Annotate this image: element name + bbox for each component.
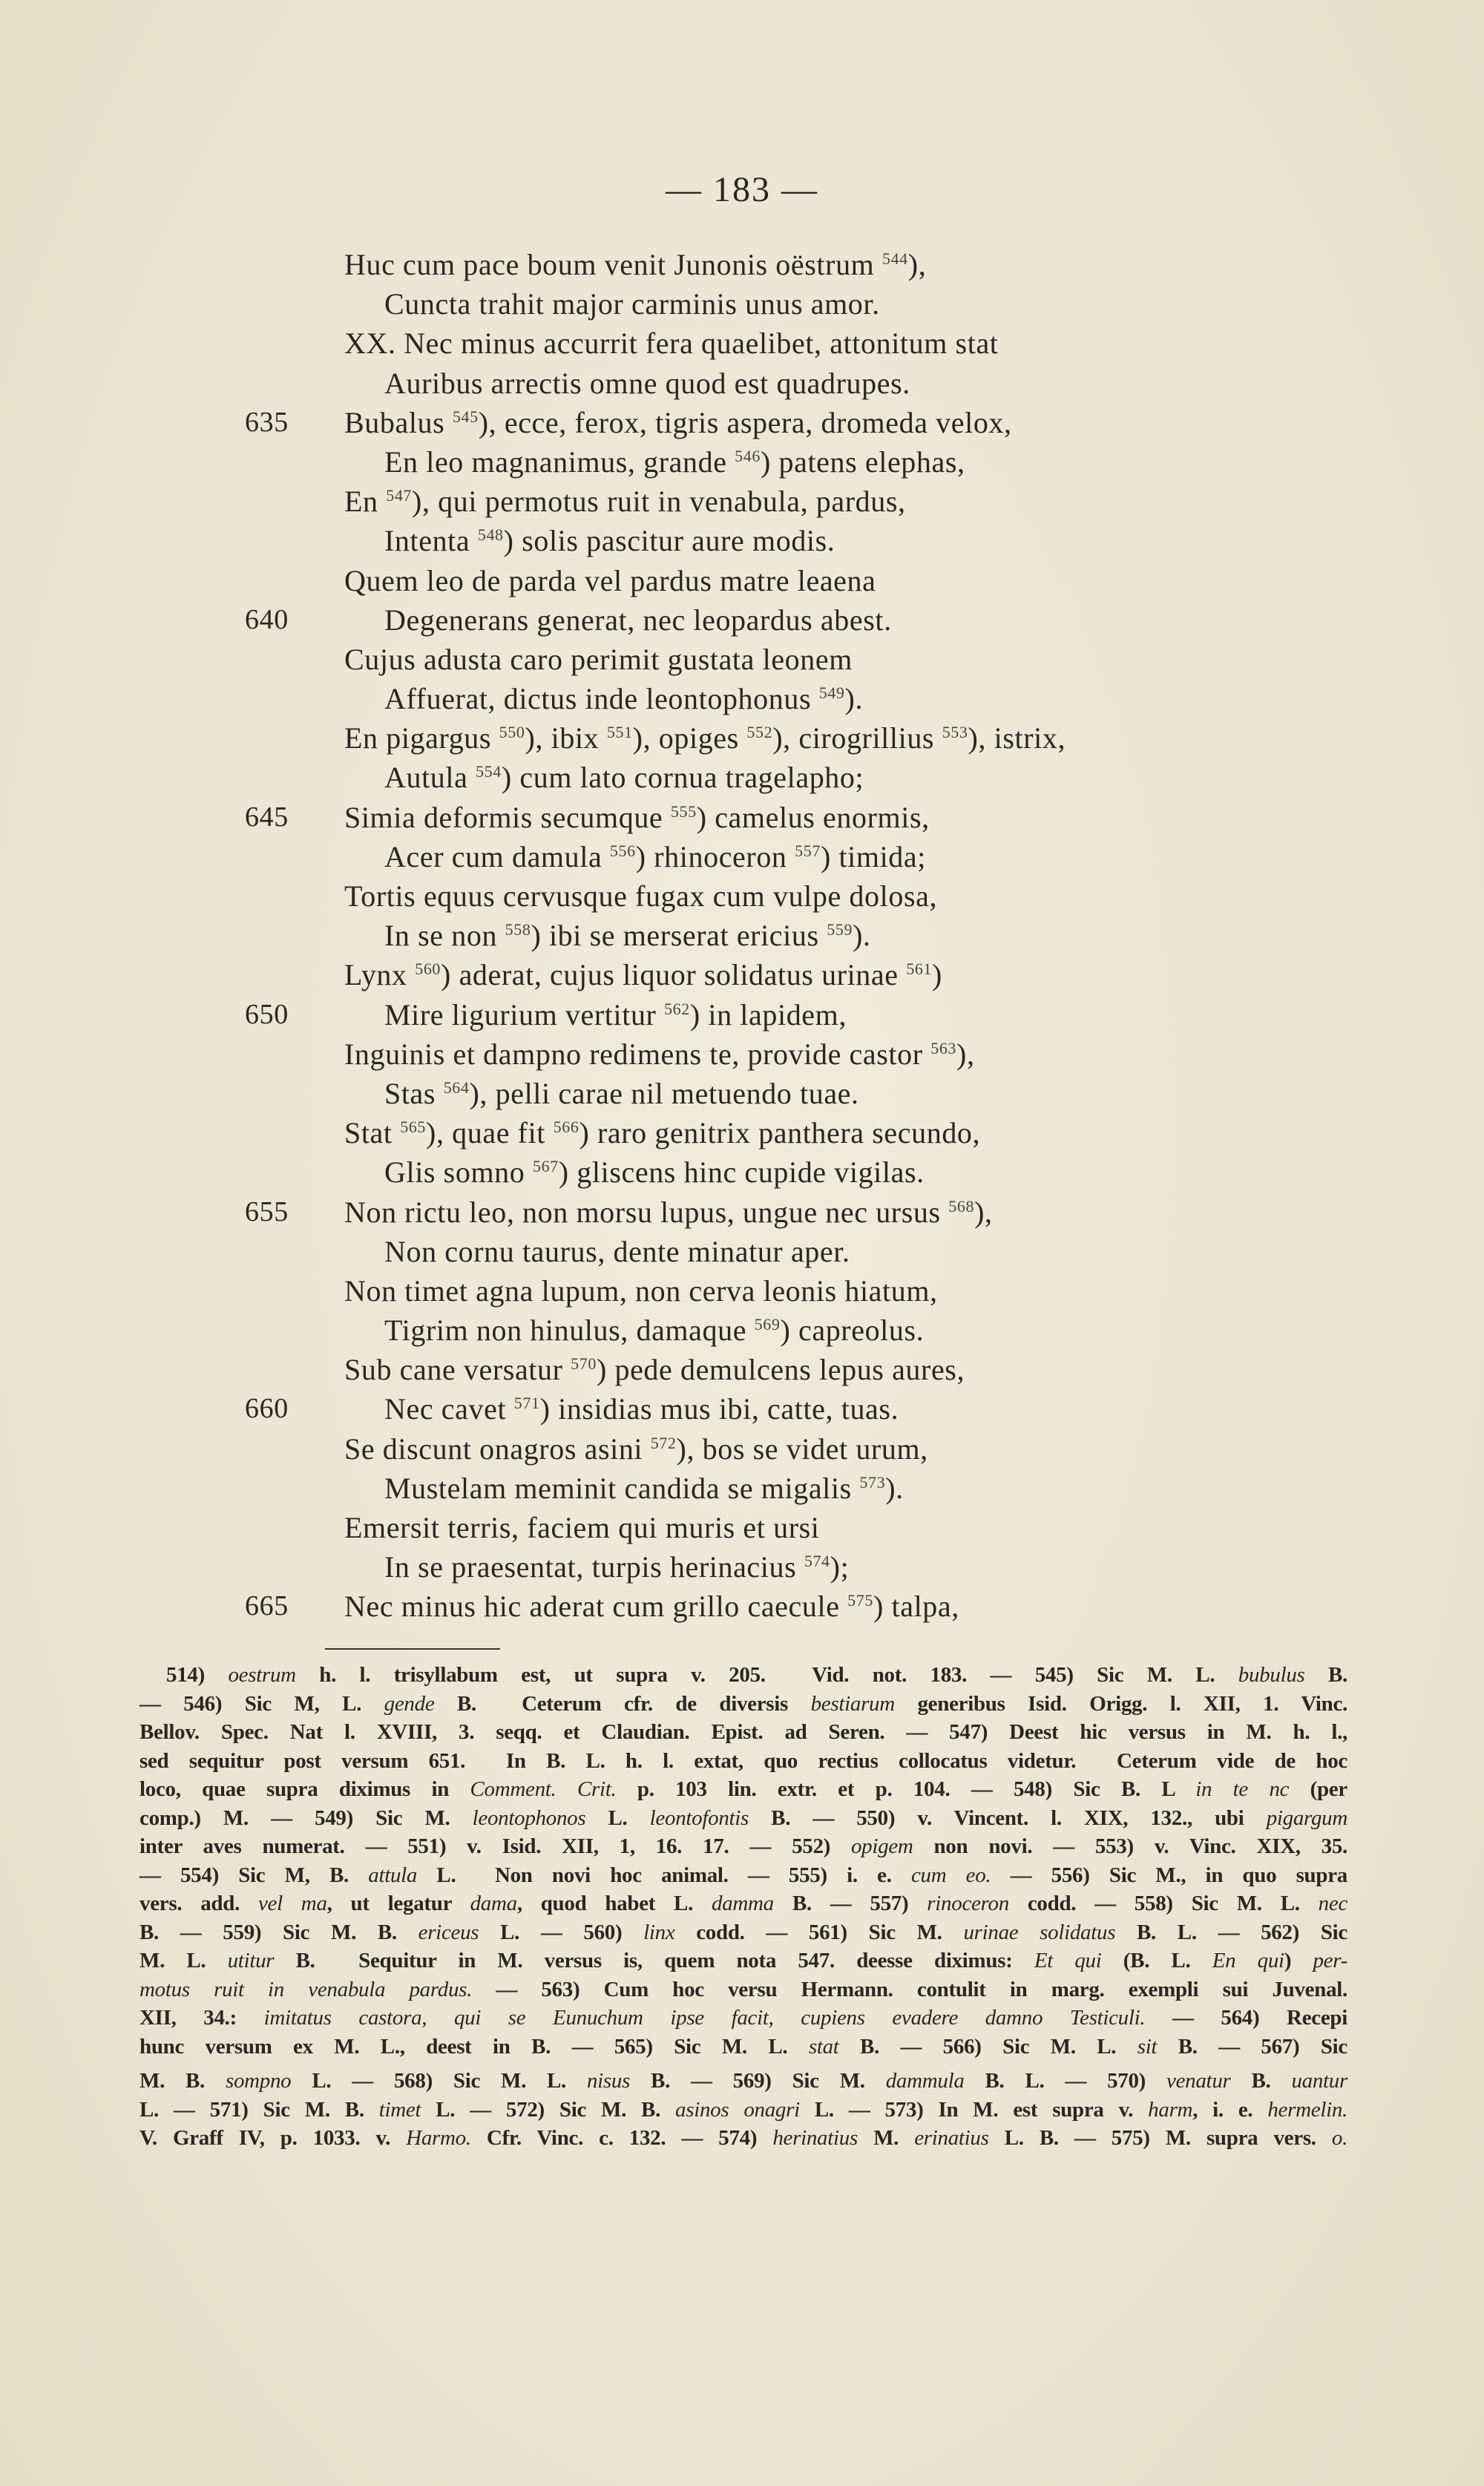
footnote-reference: 544 bbox=[881, 249, 908, 268]
verse-text-line bbox=[384, 1311, 924, 1350]
verse-segment: ) timida; bbox=[820, 839, 926, 873]
footnote-segment: — 556) Sic M., in quo supra bbox=[991, 1863, 1347, 1887]
verse-segment: ) aderat, cujus liquor solidatus urinae bbox=[441, 958, 907, 992]
verse-segment: ), opiges bbox=[632, 721, 747, 755]
footnote-segment: V. Graff IV, p. 1033. v. bbox=[139, 2126, 407, 2150]
footnote-segment: h. l. trisyllabum est, ut supra v. 205. Vid. not. 183. — 545) Sic M. L. bbox=[295, 1663, 1238, 1687]
footnote-reference: 564 bbox=[443, 1078, 470, 1097]
verse-segment: ), bbox=[956, 1037, 975, 1071]
footnote-line bbox=[139, 1975, 1347, 2004]
footnote-reference: 556 bbox=[609, 841, 636, 860]
footnote-italic-segment: Et qui bbox=[1034, 1949, 1102, 1972]
footnote-segment: B. bbox=[1304, 1663, 1347, 1687]
footnote-italic-segment: utitur bbox=[227, 1949, 275, 1972]
verse-text-line bbox=[384, 284, 880, 324]
verse-segment: ) patens elephas, bbox=[760, 445, 965, 479]
verse-segment: ) camelus enormis, bbox=[696, 800, 930, 834]
verse-line bbox=[245, 718, 1358, 758]
verse-segment: Intenta bbox=[384, 524, 478, 558]
verse-text-line bbox=[344, 955, 942, 994]
verse-line bbox=[245, 600, 1358, 640]
verse-text-line bbox=[384, 442, 965, 482]
footnote-line bbox=[139, 2033, 1347, 2062]
footnote-italic-segment: motus ruit in venabula pardus. bbox=[139, 1977, 473, 2001]
footnote-line bbox=[139, 1718, 1347, 1747]
verse-text-line bbox=[344, 1034, 975, 1074]
footnote-reference: 550 bbox=[499, 723, 525, 742]
verse-segment: ) in lapidem, bbox=[689, 997, 847, 1032]
verse-segment: ). bbox=[844, 682, 864, 716]
footnote-segment: B. L. — 562) Sic bbox=[1115, 1920, 1347, 1944]
footnote-segment: sed sequitur post versum 651. In B. L. h. l. extat, quo rectius collocatus videtur. Ceterum vide de hoc bbox=[139, 1748, 1347, 1773]
verse-line bbox=[245, 364, 1358, 403]
verse-segment: Nec cavet bbox=[384, 1392, 514, 1426]
footnote-italic-segment: opigem bbox=[850, 1834, 913, 1858]
verse-segment: ) bbox=[932, 958, 942, 992]
footnote-line bbox=[139, 2096, 1347, 2125]
footnote-segment: M. B. bbox=[139, 2069, 226, 2093]
verse-text-line bbox=[344, 640, 853, 679]
footnote-line bbox=[139, 1947, 1347, 1975]
verse-segment: ), istrix, bbox=[968, 721, 1066, 755]
footnote-segment: inter aves numerat. — 551) v. Isid. XII, 1, 16. 17. — 552) bbox=[139, 1834, 851, 1858]
verse-segment: Stas bbox=[384, 1076, 444, 1110]
footnote-italic-segment: erinatius bbox=[914, 2126, 989, 2150]
footnote-italic-segment: herinatius bbox=[772, 2126, 858, 2150]
footnote-italic-segment: nec bbox=[1318, 1892, 1348, 1915]
verse-segment: Auribus arrectis omne quod est quadrupes. bbox=[384, 366, 910, 400]
footnote-segment: L. — 571) Sic M. B. bbox=[139, 2097, 379, 2122]
footnote-segment: comp.) M. — 549) Sic M. bbox=[139, 1806, 473, 1830]
verse-segment: ); bbox=[830, 1550, 850, 1584]
verse-line bbox=[245, 1074, 1358, 1113]
verse-line bbox=[245, 324, 1358, 363]
verse-text-line bbox=[344, 876, 937, 916]
footnote-segment: B. Ceterum cfr. de diversis bbox=[434, 1691, 811, 1716]
verse-segment: Degenerans generat, nec leopardus abest. bbox=[384, 603, 892, 637]
footnote-segment: B. L. — 570) bbox=[964, 2069, 1167, 2093]
footnote-italic-segment: En qui bbox=[1212, 1949, 1284, 1972]
footnote-segment: — 554) Sic M, B. bbox=[139, 1863, 369, 1887]
verse-segment: ), qui permotus ruit in venabula, pardus, bbox=[412, 485, 906, 519]
verse-segment: Glis somno bbox=[384, 1155, 533, 1190]
verse-text-line bbox=[344, 1113, 980, 1152]
verse-line bbox=[245, 995, 1358, 1034]
footnotes bbox=[139, 1661, 1347, 2153]
footnote-italic-segment: stat bbox=[808, 2034, 839, 2059]
verse-text-line bbox=[384, 995, 847, 1034]
footnote-segment: B. — 550) v. Vincent. l. XIX, 132., ubi bbox=[749, 1806, 1267, 1830]
footnote-segment: B. — 557) bbox=[773, 1892, 928, 1915]
footnote-segment: L. — 572) Sic M. B. bbox=[421, 2097, 676, 2122]
verse-text-line bbox=[384, 364, 910, 403]
verse-segment: ), bbox=[907, 248, 927, 281]
footnote-segment: L. — 573) In M. est supra v. bbox=[799, 2097, 1149, 2122]
verse-line bbox=[245, 1389, 1358, 1429]
footnote-reference: 547 bbox=[386, 486, 413, 505]
verse-text-line bbox=[384, 758, 864, 797]
verse-segment: Acer cum damula bbox=[384, 839, 610, 873]
verse-segment: ) raro genitrix panthera secundo, bbox=[579, 1116, 981, 1150]
footnote-reference: 546 bbox=[735, 446, 761, 465]
footnote-reference: 575 bbox=[847, 1591, 873, 1610]
verse-segment: ) insidias mus ibi, catte, tuas. bbox=[539, 1392, 899, 1426]
verse-text-line bbox=[384, 600, 892, 640]
footnote-reference: 567 bbox=[532, 1157, 559, 1176]
verse-segment: Mire ligurium vertitur bbox=[384, 997, 665, 1032]
page-number: — 183 — bbox=[666, 170, 818, 209]
footnote-reference: 552 bbox=[746, 723, 773, 742]
footnote-italic-segment: in te nc bbox=[1195, 1777, 1290, 1801]
verse-segment: ), pelli carae nil metuendo tuae. bbox=[469, 1076, 859, 1110]
line-number: 650 bbox=[245, 998, 289, 1030]
verse-segment: Non timet agna lupum, non cerva leonis hiatum, bbox=[344, 1273, 938, 1308]
verse-segment: ) cum lato cornua tragelapho; bbox=[501, 761, 864, 795]
verse-line bbox=[245, 1152, 1358, 1192]
footnote-reference: 573 bbox=[859, 1472, 886, 1492]
footnote-line bbox=[139, 1775, 1347, 1804]
footnote-segment: — 546) Sic M, L. bbox=[139, 1691, 384, 1716]
line-number: 635 bbox=[245, 406, 289, 438]
verse-segment: Cujus adusta caro perimit gustata leonem bbox=[344, 642, 853, 676]
verse-segment: Simia deformis secumque bbox=[344, 800, 671, 834]
footnote-line bbox=[139, 1918, 1347, 1947]
verse-text-line bbox=[344, 324, 999, 363]
footnote-reference: 549 bbox=[818, 683, 845, 703]
footnote-segment: codd. — 558) Sic M. L. bbox=[1008, 1892, 1319, 1915]
verse-segment: ) capreolus. bbox=[780, 1313, 925, 1348]
footnote-italic-segment: harm bbox=[1148, 2097, 1193, 2122]
footnote-line bbox=[139, 1861, 1347, 1890]
verse-text-line bbox=[344, 245, 926, 284]
verse-segment: Non rictu leo, non morsu lupus, ungue nec ursus bbox=[344, 1195, 949, 1229]
footnote-segment: loco, quae supra diximus in bbox=[139, 1777, 470, 1801]
verse-text-line bbox=[344, 403, 1012, 442]
verse-segment: Lynx bbox=[344, 958, 416, 992]
footnote-reference: 562 bbox=[664, 999, 690, 1018]
verse-segment: En pigargus bbox=[344, 721, 499, 755]
footnote-line bbox=[139, 1832, 1347, 1861]
footnote-reference: 555 bbox=[670, 801, 697, 821]
footnote-reference: 548 bbox=[477, 525, 504, 545]
verse-line bbox=[245, 561, 1358, 600]
verse-segment: En leo magnanimus, grande bbox=[384, 445, 735, 479]
footnote-italic-segment: Comment. Crit. bbox=[470, 1777, 617, 1801]
footnote-segment: vers. add. bbox=[139, 1892, 258, 1915]
footnote-line bbox=[139, 1804, 1347, 1833]
footnote-italic-segment: leontophonos bbox=[472, 1806, 586, 1830]
footnote-italic-segment: sit bbox=[1137, 2034, 1158, 2059]
verse-line bbox=[245, 442, 1358, 482]
footnote-segment: Cfr. Vinc. c. 132. — 574) bbox=[470, 2126, 773, 2150]
verse-line bbox=[245, 1587, 1358, 1626]
footnote-italic-segment: cum eo. bbox=[910, 1863, 991, 1887]
footnote-line bbox=[139, 1661, 1347, 1690]
verse-segment: Se discunt onagros asini bbox=[344, 1431, 651, 1466]
verse-segment: ), ibix bbox=[525, 721, 607, 755]
verse-line bbox=[245, 1271, 1358, 1311]
footnote-segment: hunc versum ex M. L., deest in B. — 565) Sic M. L. bbox=[139, 2034, 809, 2059]
footnote-segment: non novi. — 553) v. Vinc. XIX, 35. bbox=[913, 1834, 1347, 1858]
verse-text-line bbox=[344, 482, 906, 521]
footnote-italic-segment: venatur bbox=[1166, 2069, 1231, 2093]
verse-segment: In se non bbox=[384, 919, 505, 953]
verse-text-line bbox=[344, 718, 1066, 758]
line-number: 660 bbox=[245, 1393, 289, 1425]
verse-text bbox=[245, 245, 1358, 1627]
footnote-segment: — 564) Recepi bbox=[1145, 2006, 1348, 2030]
footnote-italic-segment: rinoceron bbox=[927, 1892, 1009, 1915]
footnote-reference: 565 bbox=[400, 1118, 427, 1137]
verse-segment: Stat bbox=[344, 1116, 401, 1150]
footnote-segment: B. — 566) Sic M. L. bbox=[838, 2034, 1137, 2059]
verse-segment: En bbox=[344, 485, 387, 519]
line-number: 665 bbox=[245, 1590, 289, 1622]
footnote-italic-segment: nisus bbox=[586, 2069, 631, 2093]
footnote-italic-segment: pigargum bbox=[1266, 1806, 1347, 1830]
footnote-segment: , ut legatur bbox=[326, 1892, 470, 1915]
footnote-divider bbox=[325, 1648, 500, 1650]
verse-text-line bbox=[344, 1193, 993, 1232]
verse-line bbox=[245, 1469, 1358, 1508]
verse-line bbox=[245, 758, 1358, 797]
footnote-italic-segment: ericeus bbox=[418, 1920, 479, 1944]
footnote-italic-segment: asinos onagri bbox=[675, 2097, 800, 2122]
footnote-italic-segment: damma bbox=[712, 1892, 774, 1915]
verse-line bbox=[245, 403, 1358, 442]
verse-line bbox=[245, 1429, 1358, 1469]
footnote-reference: 569 bbox=[754, 1315, 781, 1334]
verse-line bbox=[245, 1508, 1358, 1547]
footnote-italic-segment: per- bbox=[1313, 1949, 1348, 1972]
footnote-reference: 563 bbox=[930, 1038, 957, 1057]
verse-segment: Huc cum pace boum venit Junonis oëstrum bbox=[344, 248, 882, 281]
verse-text-line bbox=[384, 837, 926, 876]
verse-line bbox=[245, 1311, 1358, 1350]
footnote-segment: codd. — 561) Sic M. bbox=[674, 1920, 964, 1944]
verse-text-line bbox=[384, 1232, 850, 1271]
verse-segment: Sub cane versatur bbox=[344, 1353, 571, 1387]
verse-segment: Bubalus bbox=[344, 405, 453, 439]
verse-line bbox=[245, 482, 1358, 521]
verse-line bbox=[245, 1113, 1358, 1152]
footnote-italic-segment: dammula bbox=[885, 2069, 965, 2093]
verse-segment: ) talpa, bbox=[873, 1590, 959, 1624]
verse-segment: ). bbox=[885, 1471, 904, 1505]
footnote-segment: B. — 567) Sic bbox=[1157, 2034, 1347, 2059]
footnote-segment: B. bbox=[1230, 2069, 1292, 2093]
footnote-segment: L. Non novi hoc animal. — 555) i. e. bbox=[417, 1863, 911, 1887]
footnote-reference: 551 bbox=[606, 723, 633, 742]
footnote-segment: Bellov. Spec. Nat l. XVIII, 3. seqq. et Claudian. Epist. ad Seren. — 547) Deest hic versus in M. h. l., bbox=[139, 1720, 1347, 1744]
footnote-italic-segment: timet bbox=[378, 2097, 421, 2122]
footnote-segment: 514) bbox=[166, 1663, 229, 1687]
footnote-segment: (per bbox=[1289, 1777, 1347, 1801]
verse-segment: Quem leo de parda vel pardus matre leaena bbox=[344, 563, 876, 597]
line-number: 645 bbox=[245, 801, 289, 833]
verse-line bbox=[245, 955, 1358, 994]
verse-text-line bbox=[344, 1271, 938, 1311]
footnote-italic-segment: leontofontis bbox=[649, 1806, 749, 1830]
footnote-segment: L. bbox=[585, 1806, 650, 1830]
footnote-reference: 570 bbox=[571, 1354, 597, 1374]
footnote-segment: L. — 560) bbox=[479, 1920, 644, 1944]
verse-segment: Emersit terris, faciem qui muris et ursi bbox=[344, 1511, 820, 1544]
verse-segment: Nec minus hic aderat cum grillo caecule bbox=[344, 1590, 848, 1624]
verse-text-line bbox=[344, 1508, 820, 1547]
verse-text-line bbox=[344, 1587, 959, 1626]
verse-text-line bbox=[384, 1074, 859, 1113]
verse-segment: Tigrim non hinulus, damaque bbox=[384, 1313, 755, 1348]
footnote-reference: 558 bbox=[505, 920, 531, 939]
verse-line bbox=[245, 284, 1358, 324]
verse-line bbox=[245, 798, 1358, 837]
footnote-italic-segment: dama bbox=[470, 1892, 517, 1915]
verse-segment: ), cirogrillius bbox=[772, 721, 942, 755]
footnote-italic-segment: uantur bbox=[1291, 2069, 1347, 2093]
footnote-segment: B. — 559) Sic M. B. bbox=[139, 1920, 418, 1944]
footnote-reference: 568 bbox=[948, 1196, 975, 1216]
verse-line bbox=[245, 1193, 1358, 1232]
footnote-reference: 561 bbox=[906, 960, 933, 979]
line-number: 640 bbox=[245, 603, 289, 635]
verse-segment: ) pede demulcens lepus aures, bbox=[596, 1353, 965, 1387]
footnote-reference: 554 bbox=[476, 762, 502, 781]
footnote-segment: L. B. — 575) M. supra vers. bbox=[988, 2126, 1332, 2150]
footnote-segment: generibus Isid. Origg. l. XII, 1. Vinc. bbox=[894, 1691, 1348, 1716]
footnote-segment: (B. L. bbox=[1101, 1949, 1212, 1972]
footnote-reference: 559 bbox=[827, 920, 853, 939]
verse-line bbox=[245, 640, 1358, 679]
verse-segment: Cuncta trahit major carminis unus amor. bbox=[384, 287, 880, 321]
footnote-reference: 574 bbox=[804, 1552, 830, 1571]
verse-segment: In se praesentat, turpis herinacius bbox=[384, 1550, 804, 1584]
verse-text-line bbox=[344, 798, 930, 837]
verse-segment: ) gliscens hinc cupide vigilas. bbox=[558, 1155, 925, 1190]
verse-line bbox=[245, 916, 1358, 955]
verse-text-line bbox=[384, 1389, 899, 1429]
footnote-italic-segment: vel ma bbox=[257, 1892, 327, 1915]
verse-line bbox=[245, 521, 1358, 560]
verse-segment: ). bbox=[853, 919, 871, 953]
footnote-italic-segment: imitatus castora, qui se Eunuchum ipse facit, cupiens evadere damno Testiculi. bbox=[263, 2006, 1146, 2030]
footnote-italic-segment: attula bbox=[368, 1863, 418, 1887]
verse-segment: ) rhinoceron bbox=[635, 839, 795, 873]
verse-segment: XX. Nec minus accurrit fera quaelibet, attonitum stat bbox=[344, 327, 999, 361]
verse-segment: ), ecce, ferox, tigris aspera, dromeda velox, bbox=[478, 405, 1012, 439]
footnote-italic-segment: linx bbox=[643, 1920, 675, 1944]
footnote-italic-segment: urinae solidatus bbox=[963, 1920, 1116, 1944]
footnote-segment: M. L. bbox=[139, 1949, 228, 1972]
verse-segment: ) ibi se merserat ericius bbox=[531, 919, 827, 953]
footnote-reference: 566 bbox=[553, 1118, 580, 1137]
verse-text-line bbox=[384, 1152, 925, 1192]
footnote-segment: , i. e. bbox=[1192, 2097, 1268, 2122]
verse-line bbox=[245, 876, 1358, 916]
footnote-line bbox=[139, 1690, 1347, 1719]
footnote-italic-segment: gende bbox=[384, 1691, 435, 1716]
verse-segment: ) solis pascitur aure modis. bbox=[503, 524, 835, 558]
footnote-segment: M. bbox=[857, 2126, 915, 2150]
verse-text-line bbox=[344, 1429, 928, 1469]
verse-segment: Autula bbox=[384, 761, 476, 795]
footnote-segment: B. Sequitur in M. versus is, quem nota 547. deesse diximus: bbox=[274, 1949, 1034, 1972]
verse-segment: ), quae fit bbox=[426, 1116, 554, 1150]
verse-segment: ), bos se videt urum, bbox=[676, 1431, 928, 1466]
footnote-segment: B. — 569) Sic M. bbox=[630, 2069, 886, 2093]
verse-line bbox=[245, 679, 1358, 718]
verse-text-line bbox=[384, 1469, 904, 1508]
verse-segment: Non cornu taurus, dente minatur aper. bbox=[384, 1234, 850, 1268]
footnote-reference: 557 bbox=[795, 841, 821, 860]
footnote-italic-segment: oestrum bbox=[228, 1663, 296, 1687]
footnote-line bbox=[139, 1747, 1347, 1776]
footnote-segment: XII, 34.: bbox=[139, 2006, 264, 2030]
footnote-segment: ) bbox=[1284, 1949, 1313, 1972]
footnote-reference: 553 bbox=[942, 723, 968, 742]
verse-line bbox=[245, 1232, 1358, 1271]
verse-text-line bbox=[344, 561, 876, 600]
footnote-italic-segment: sompno bbox=[225, 2069, 292, 2093]
verse-line bbox=[245, 837, 1358, 876]
footnote-line bbox=[139, 1889, 1347, 1918]
verse-text-line bbox=[384, 916, 871, 955]
footnote-reference: 571 bbox=[513, 1394, 540, 1413]
verse-segment: Inguinis et dampno redimens te, provide castor bbox=[344, 1037, 931, 1071]
footnote-reference: 572 bbox=[650, 1433, 677, 1452]
verse-text-line bbox=[344, 1350, 965, 1389]
verse-line bbox=[245, 245, 1358, 284]
verse-text-line bbox=[384, 521, 835, 560]
footnote-reference: 545 bbox=[452, 407, 479, 426]
footnote-segment: — 563) Cum hoc versu Hermann. contulit in marg. exempli sui Juvenal. bbox=[472, 1977, 1347, 2001]
footnote-segment: p. 103 lin. extr. et p. 104. — 548) Sic B. L bbox=[616, 1777, 1196, 1801]
footnote-italic-segment: hermelin. bbox=[1267, 2097, 1347, 2122]
footnote-italic-segment: bubulus bbox=[1238, 1663, 1305, 1687]
verse-segment: Mustelam meminit candida se migalis bbox=[384, 1471, 860, 1505]
line-number: 655 bbox=[245, 1196, 289, 1227]
verse-line bbox=[245, 1034, 1358, 1074]
footnote-line bbox=[139, 2124, 1347, 2153]
verse-segment: ), bbox=[974, 1195, 993, 1229]
verse-line bbox=[245, 1547, 1358, 1587]
verse-line bbox=[245, 1350, 1358, 1389]
footnote-italic-segment: Harmo. bbox=[406, 2126, 471, 2150]
footnote-italic-segment: bestiarum bbox=[810, 1691, 895, 1716]
footnote-italic-segment: o. bbox=[1331, 2126, 1348, 2150]
verse-text-line bbox=[384, 1547, 849, 1587]
footnote-line bbox=[139, 2004, 1347, 2033]
footnote-segment: L. — 568) Sic M. L. bbox=[291, 2069, 587, 2093]
footnote-line bbox=[139, 2067, 1347, 2096]
verse-segment: Tortis equus cervusque fugax cum vulpe dolosa, bbox=[344, 879, 938, 913]
verse-text-line bbox=[384, 679, 863, 718]
footnote-segment: , quod habet L. bbox=[516, 1892, 712, 1915]
footnote-reference: 560 bbox=[415, 960, 441, 979]
verse-segment: Affuerat, dictus inde leontophonus bbox=[384, 682, 819, 716]
